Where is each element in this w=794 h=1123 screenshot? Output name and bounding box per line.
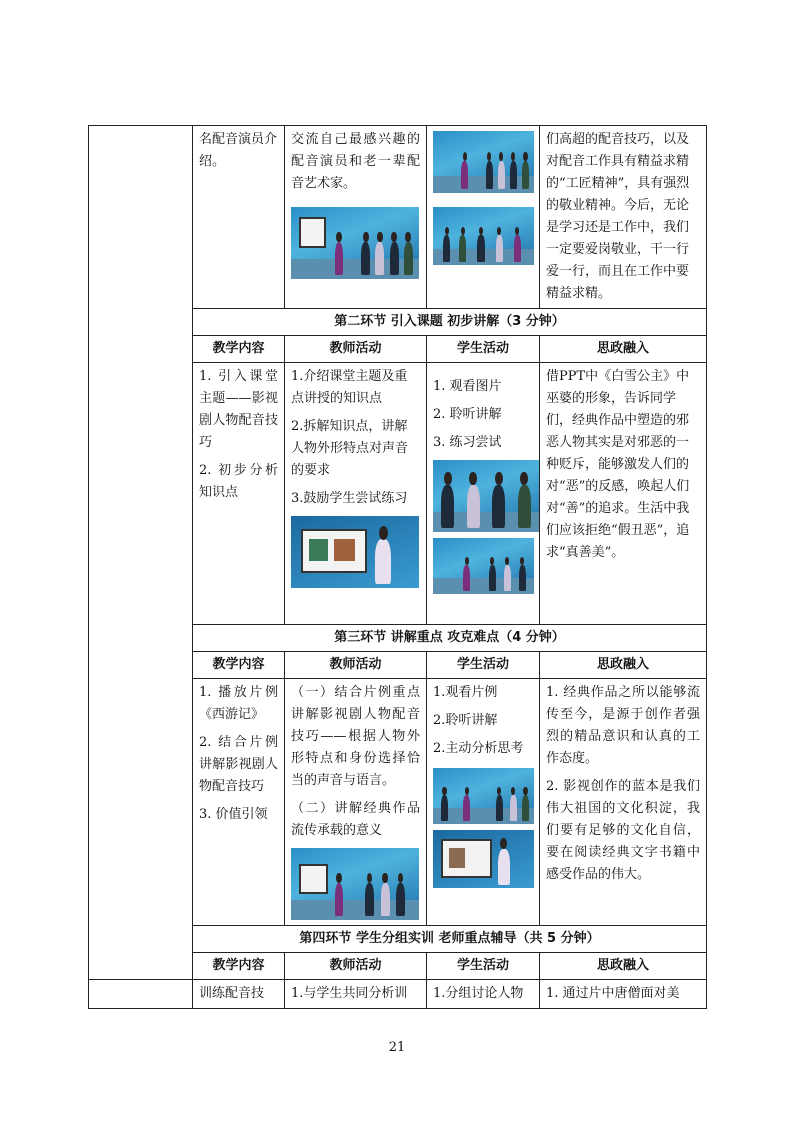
header-teacher: 教师活动 xyxy=(285,652,427,679)
list-item: 2.拆解知识点，讲解人物外形特点对声音的要求 xyxy=(291,419,409,478)
section-2-ideology-cell xyxy=(540,363,707,625)
section-2-content-cell xyxy=(193,363,285,625)
classroom-photo xyxy=(291,516,419,588)
continued-row xyxy=(89,126,707,309)
stage-column-continued xyxy=(89,980,193,1009)
section-2-student-cell xyxy=(427,363,540,625)
section-3-student-cell xyxy=(427,679,540,926)
header-student: 学生活动 xyxy=(427,652,540,679)
header-ideology: 思政融入 xyxy=(540,953,707,980)
header-ideology: 思政融入 xyxy=(540,652,707,679)
continued-ideology: 们高超的配音技巧，以及对配音工作具有精益求精的“工匠精神”，具有强烈的敬业精神。今后，无论是学习还是工作中，我们一定要爱岗敬业，干一行爱一行，而且在工作中要精益求精。 xyxy=(546,132,690,301)
header-ideology: 思政融入 xyxy=(540,336,707,363)
list-item: 2.主动分析思考 xyxy=(433,741,524,756)
studio-photo xyxy=(433,538,534,594)
continued-content: 名配音演员介绍。 xyxy=(199,132,278,169)
section-3-ideology-cell xyxy=(540,679,707,926)
header-student: 学生活动 xyxy=(427,336,540,363)
list-item: 1. 观看图片 xyxy=(433,379,502,394)
list-item: 3. 练习尝试 xyxy=(433,435,502,450)
section-2-teacher-cell xyxy=(285,363,427,625)
section-4-row xyxy=(89,980,707,1009)
studio-photo xyxy=(433,207,534,265)
section-2-ideology: 借PPT中《白雪公主》中巫婆的形象，告诉同学们，经典作品中塑造的邪恶人物其实是对邪恶的一种贬斥，能够激发人们的对“恶”的反感，唤起人们对“善”的追求。生活中我们应该拒绝“假丑恶”，追求“真善美”。 xyxy=(546,369,690,560)
studio-photo xyxy=(291,207,419,279)
list-item: 2.聆听讲解 xyxy=(433,713,498,728)
list-item: 2. 聆听讲解 xyxy=(433,407,502,422)
section-2-title: 第二环节 引入课题 初步讲解（3 分钟） xyxy=(193,309,707,336)
studio-photo xyxy=(433,768,534,824)
list-item: 3.鼓励学生尝试练习 xyxy=(291,491,408,506)
continued-teacher-cell xyxy=(285,126,427,309)
section-4-teacher: 1.与学生共同分析训 xyxy=(285,980,427,1009)
lesson-plan-table xyxy=(88,125,707,1009)
continued-content-cell xyxy=(193,126,285,309)
list-item: 1. 经典作品之所以能够流传至今，是源于创作者强烈的精品意识和认真的工作态度。 xyxy=(546,685,700,766)
section-4-student: 1.分组讨论人物 xyxy=(427,980,540,1009)
list-item: 2. 影视创作的蓝本是我们伟大祖国的文化积淀，我们要有足够的文化自信，要在阅读经典文字书籍中感受作品的伟大。 xyxy=(546,779,700,882)
studio-photo xyxy=(433,460,539,532)
classroom-photo xyxy=(433,830,534,888)
list-item: 3. 价值引领 xyxy=(199,807,268,822)
section-3-teacher-cell xyxy=(285,679,427,926)
list-item: 1.观看片例 xyxy=(433,685,498,700)
list-item: 1. 播放片例《西游记》 xyxy=(199,685,278,722)
stage-column xyxy=(89,126,193,980)
section-4-title: 第四环节 学生分组实训 老师重点辅导（共 5 分钟） xyxy=(193,926,707,953)
continued-teacher-text: 交流自己最感兴趣的配音演员和老一辈配音艺术家。 xyxy=(291,132,420,191)
section-3-title: 第三环节 讲解重点 攻克难点（4 分钟） xyxy=(193,625,707,652)
list-item: 1.介绍课堂主题及重点讲授的知识点 xyxy=(291,369,408,406)
header-content: 教学内容 xyxy=(193,953,285,980)
list-item: 1. 引入课堂主题——影视剧人物配音技巧 xyxy=(199,369,278,450)
studio-photo xyxy=(291,848,419,920)
continued-student-cell xyxy=(427,126,540,309)
studio-photo xyxy=(433,131,534,193)
list-item: （二）讲解经典作品流传承载的意义 xyxy=(291,801,420,838)
continued-ideology-cell xyxy=(540,126,707,309)
header-content: 教学内容 xyxy=(193,652,285,679)
header-teacher: 教师活动 xyxy=(285,336,427,363)
header-student: 学生活动 xyxy=(427,953,540,980)
header-content: 教学内容 xyxy=(193,336,285,363)
list-item: 2. 结合片例讲解影视剧人物配音技巧 xyxy=(199,735,278,794)
page-number: 21 xyxy=(388,1040,406,1055)
list-item: （一）结合片例重点讲解影视剧人物配音技巧——根据人物外形特点和身份选择恰当的声音与语言。 xyxy=(291,685,420,788)
list-item: 2. 初步分析知识点 xyxy=(199,463,278,500)
section-4-content: 训练配音技 xyxy=(193,980,285,1009)
header-teacher: 教师活动 xyxy=(285,953,427,980)
section-4-ideology: 1. 通过片中唐僧面对美 xyxy=(540,980,707,1009)
section-3-content-cell xyxy=(193,679,285,926)
